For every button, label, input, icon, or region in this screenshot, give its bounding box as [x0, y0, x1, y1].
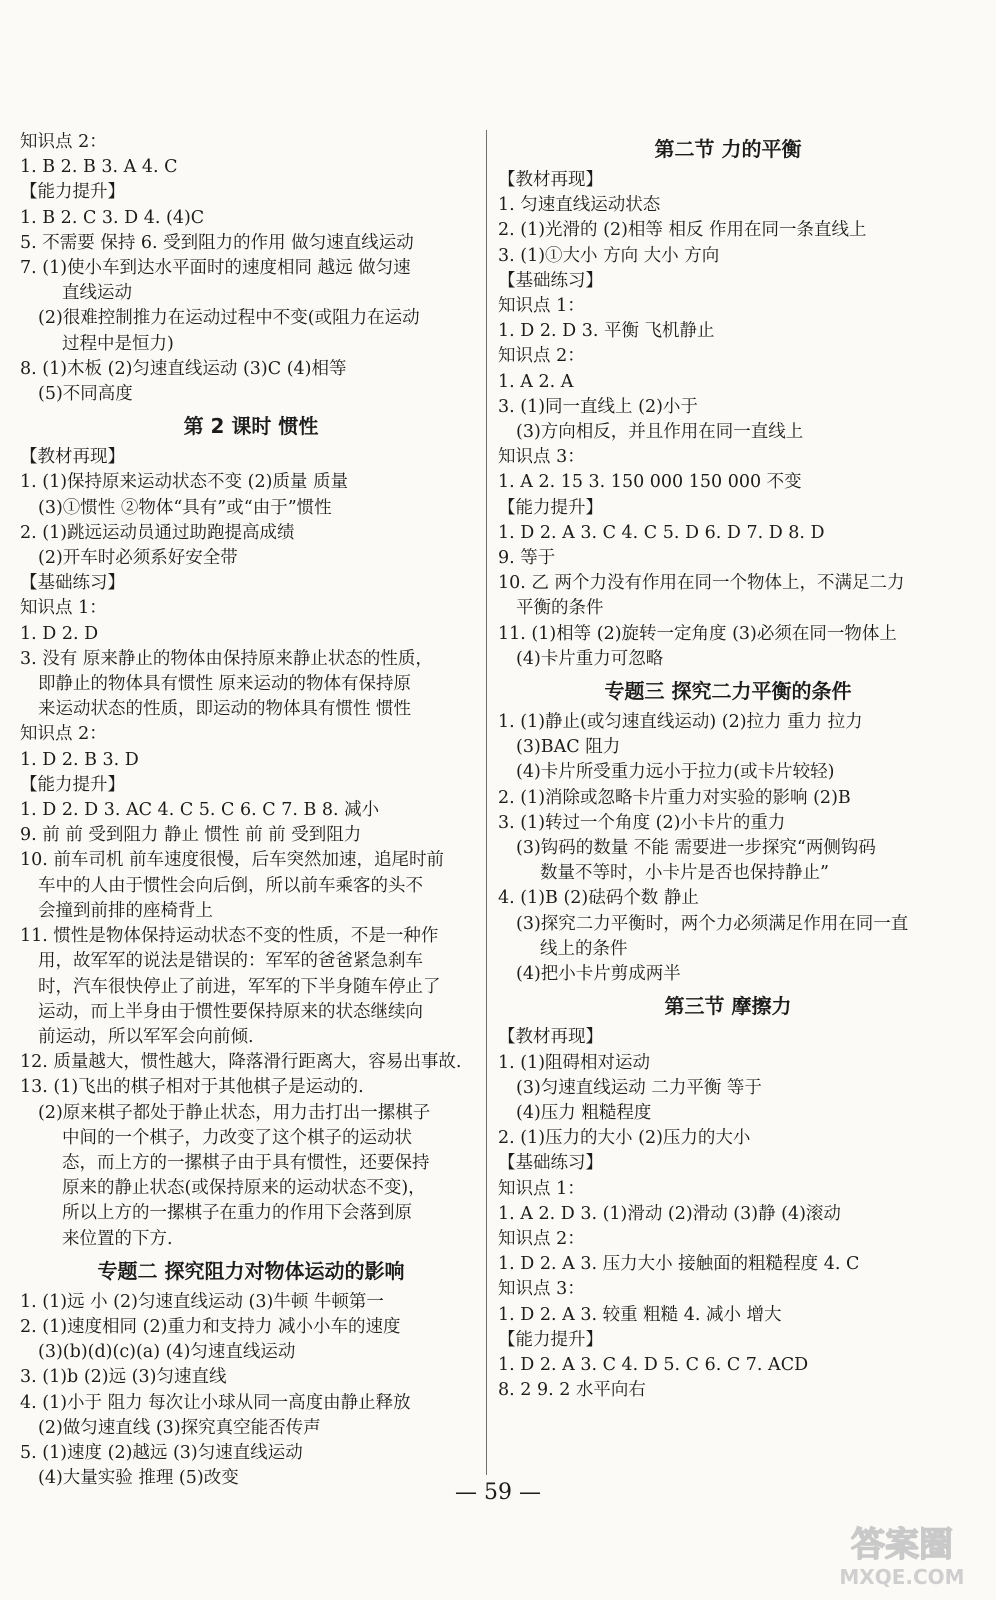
- answer-line: (2)做匀速直线 (3)探究真空能否传声: [38, 1417, 321, 1438]
- answer-line: 【教材再现】: [20, 447, 125, 468]
- answer-line: (2)开车时必须系好安全带: [38, 548, 238, 569]
- answer-line: 1. 匀速直线运动状态: [498, 195, 661, 216]
- answer-line: 1. D 2. D: [20, 623, 99, 644]
- answer-line: 1. D 2. A 3. C 4. D 5. C 6. C 7. ACD: [498, 1354, 809, 1375]
- section-heading: 专题二 探究阻力对物体运动的影响: [97, 1258, 405, 1283]
- answer-line: 线上的条件: [540, 938, 628, 959]
- answer-line: 会撞到前排的座椅背上: [38, 900, 213, 921]
- section-heading: 第三节 摩擦力: [664, 994, 792, 1019]
- answer-line: 时，汽车很快停止了前进，军军的下半身随车停止了: [38, 976, 441, 997]
- answer-line: 4. (1)小于 阻力 每次让小球从同一高度由静止释放: [20, 1392, 411, 1413]
- answer-line: 1. (1)远 小 (2)匀速直线运动 (3)牛顿 牛顿第一: [20, 1291, 384, 1312]
- answer-line: 1. D 2. D 3. 平衡 飞机静止: [498, 321, 715, 342]
- answer-line: 车中的人由于惯性会向后倒，所以前车乘客的头不: [38, 875, 423, 896]
- answer-line: 1. (1)阻碍相对运动: [498, 1052, 651, 1073]
- answer-line: 2. (1)压力的大小 (2)压力的大小: [498, 1128, 751, 1149]
- answer-line: (2)原来棋子都处于静止状态，用力击打出一摞棋子: [38, 1102, 431, 1123]
- answer-line: (3)BAC 阻力: [516, 737, 621, 758]
- answer-line: 原来的静止状态(或保持原来的运动状态不变)，: [62, 1178, 426, 1199]
- section-heading: 第 2 课时 惯性: [183, 414, 319, 439]
- answer-line: 3. 没有 原来静止的物体由保持原来静止状态的性质，: [20, 648, 433, 669]
- answer-line: 2. (1)消除或忽略卡片重力对实验的影响 (2)B: [498, 787, 851, 808]
- page-number: — 59 —: [455, 1480, 541, 1505]
- answer-line: 【能力提升】: [498, 497, 603, 518]
- answer-line: 知识点 1：: [498, 1178, 585, 1199]
- answer-line: 7. (1)使小车到达水平面时的速度相同 越远 做匀速: [20, 258, 411, 279]
- answer-line: 知识点 1：: [498, 296, 585, 317]
- answer-line: 1. A 2. D 3. (1)滑动 (2)滑动 (3)静 (4)滚动: [498, 1203, 841, 1224]
- watermark-text: 答案圈: [851, 1525, 953, 1565]
- answer-line: 态，而上方的一摞棋子由于具有惯性，还要保持: [62, 1152, 430, 1173]
- column-divider: [486, 130, 487, 1475]
- answer-line: 2. (1)速度相同 (2)重力和支持力 减小小车的速度: [20, 1316, 401, 1337]
- answer-line: 用，故军军的说法是错误的：军军的爸爸紧急刹车: [38, 951, 423, 972]
- answer-line: 1. D 2. A 3. C 4. C 5. D 6. D 7. D 8. D: [498, 522, 825, 543]
- answer-line: 3. (1)b (2)远 (3)匀速直线: [20, 1367, 227, 1388]
- answer-line: 知识点 3：: [498, 1279, 585, 1300]
- answer-line: 过程中是恒力): [62, 333, 174, 354]
- answer-line: 【基础练习】: [498, 1153, 603, 1174]
- answer-line: (4)卡片所受重力远小于拉力(或卡片较轻): [516, 762, 835, 783]
- answer-line: 11. (1)相等 (2)旋转一定角度 (3)必须在同一物体上: [498, 623, 897, 644]
- answer-line: (3)①惯性 ②物体“具有”或“由于”惯性: [38, 497, 332, 518]
- answer-line: (4)压力 粗糙程度: [516, 1102, 652, 1123]
- answer-line: 3. (1)同一直线上 (2)小于: [498, 396, 698, 417]
- answer-line: 3. (1)①大小 方向 大小 方向: [498, 245, 720, 266]
- answer-line: (3)匀速直线运动 二力平衡 等于: [516, 1077, 762, 1098]
- answer-line: 10. 前车司机 前车速度很慢，后车突然加速，追尾时前: [20, 850, 444, 871]
- answer-line: (3)(b)(d)(c)(a) (4)匀速直线运动: [38, 1342, 296, 1363]
- watermark-url: MXQE.COM: [839, 1565, 965, 1589]
- answer-line: 【教材再现】: [498, 1027, 603, 1048]
- answer-line: 所以上方的一摞棋子在重力的作用下会落到原: [62, 1203, 412, 1224]
- section-heading: 第二节 力的平衡: [654, 137, 802, 161]
- answer-line: 知识点 1：: [20, 598, 107, 619]
- answer-line: 【能力提升】: [20, 182, 125, 203]
- answer-line: 5. 不需要 保持 6. 受到阻力的作用 做匀速直线运动: [20, 232, 414, 253]
- answer-line: 1. D 2. A 3. 压力大小 接触面的粗糙程度 4. C: [498, 1254, 860, 1275]
- answer-line: 8. (1)木板 (2)匀速直线运动 (3)C (4)相等: [20, 358, 347, 379]
- answer-line: 5. (1)速度 (2)越远 (3)匀速直线运动: [20, 1442, 303, 1463]
- answer-line: 4. (1)B (2)砝码个数 静止: [498, 888, 699, 909]
- answer-line: 来运动状态的性质，即运动的物体具有惯性 惯性: [38, 699, 412, 720]
- answer-line: 直线运动: [62, 283, 132, 304]
- answer-line: 3. (1)转过一个角度 (2)小卡片的重力: [498, 812, 786, 833]
- answer-line: 1. D 2. D 3. AC 4. C 5. C 6. C 7. B 8. 减小: [20, 800, 380, 821]
- answer-line: 13. (1)飞出的棋子相对于其他棋子是运动的.: [20, 1077, 364, 1098]
- answer-line: (2)很难控制推力在运动过程中不变(或阻力在运动: [38, 308, 420, 329]
- answer-line: (4)把小卡片剪成两半: [516, 964, 681, 985]
- answer-line: 知识点 3：: [498, 447, 585, 468]
- answer-line: 【基础练习】: [498, 270, 603, 291]
- answer-line: 【教材再现】: [498, 170, 603, 190]
- answer-line: 1. A 2. A: [498, 371, 574, 392]
- answer-line: 1. D 2. B 3. D: [20, 749, 139, 770]
- answer-line: 【能力提升】: [498, 1329, 603, 1350]
- answer-line: (3)钩码的数量 不能 需要进一步探究“两侧钩码: [516, 838, 876, 859]
- answer-line: 9. 前 前 受到阻力 静止 惯性 前 前 受到阻力: [20, 825, 362, 846]
- answer-line: 10. 乙 两个力没有作用在同一个物体上，不满足二力: [498, 573, 905, 594]
- answer-line: 知识点 2：: [20, 724, 107, 745]
- left-column: [20, 130, 482, 1491]
- answer-line: 1. D 2. A 3. 较重 粗糙 4. 减小 增大: [498, 1304, 782, 1325]
- answer-line: 12. 质量越大，惯性越大，降落滑行距离大，容易出事故.: [20, 1052, 462, 1073]
- answer-line: (4)大量实验 推理 (5)改变: [38, 1468, 239, 1489]
- answer-line: 1. B 2. C 3. D 4. (4)C: [20, 207, 205, 228]
- answer-line: 【基础练习】: [20, 573, 125, 594]
- answer-line: 1. (1)静止(或匀速直线运动) (2)拉力 重力 拉力: [498, 712, 863, 733]
- answer-line: 8. 2 9. 2 水平向右: [498, 1380, 646, 1401]
- answer-line: 11. 惯性是物体保持运动状态不变的性质，不是一种作: [20, 926, 439, 947]
- right-column: [498, 130, 958, 1403]
- answer-line: 运动，而上半身由于惯性要保持原来的状态继续向: [38, 1001, 423, 1022]
- answer-line: (3)探究二力平衡时，两个力必须满足作用在同一直: [516, 913, 909, 934]
- answer-line: 知识点 2：: [498, 346, 585, 367]
- answer-line: 知识点 2：: [498, 1228, 585, 1249]
- answer-line: (4)卡片重力可忽略: [516, 648, 664, 669]
- answer-line: 1. A 2. 15 3. 150 000 150 000 不变: [498, 472, 802, 493]
- answer-line: 平衡的条件: [516, 598, 604, 619]
- answer-line: 知识点 2：: [20, 132, 107, 152]
- answer-line: 中间的一个棋子，力改变了这个棋子的运动状: [62, 1127, 412, 1148]
- answer-line: 数量不等时，小卡片是否也保持静止”: [540, 863, 829, 884]
- answer-line: 9. 等于: [498, 548, 556, 569]
- watermark-logo: [822, 1512, 982, 1592]
- answer-line: (5)不同高度: [38, 384, 133, 405]
- answer-line: 2. (1)跳远运动员通过助跑提高成绩: [20, 522, 295, 543]
- answer-line: 1. B 2. B 3. A 4. C: [20, 157, 178, 178]
- section-heading: 专题三 探究二力平衡的条件: [604, 679, 852, 704]
- answer-line: 1. (1)保持原来运动状态不变 (2)质量 质量: [20, 472, 348, 493]
- answer-line: 2. (1)光滑的 (2)相等 相反 作用在同一条直线上: [498, 220, 867, 241]
- answer-line: (3)方向相反，并且作用在同一直线上: [516, 422, 804, 443]
- answer-line: 前运动，所以军军会向前倾.: [38, 1026, 254, 1047]
- answer-line: 即静止的物体具有惯性 原来运动的物体有保持原: [38, 674, 412, 695]
- answer-line: 【能力提升】: [20, 774, 125, 795]
- answer-line: 来位置的下方.: [62, 1228, 173, 1249]
